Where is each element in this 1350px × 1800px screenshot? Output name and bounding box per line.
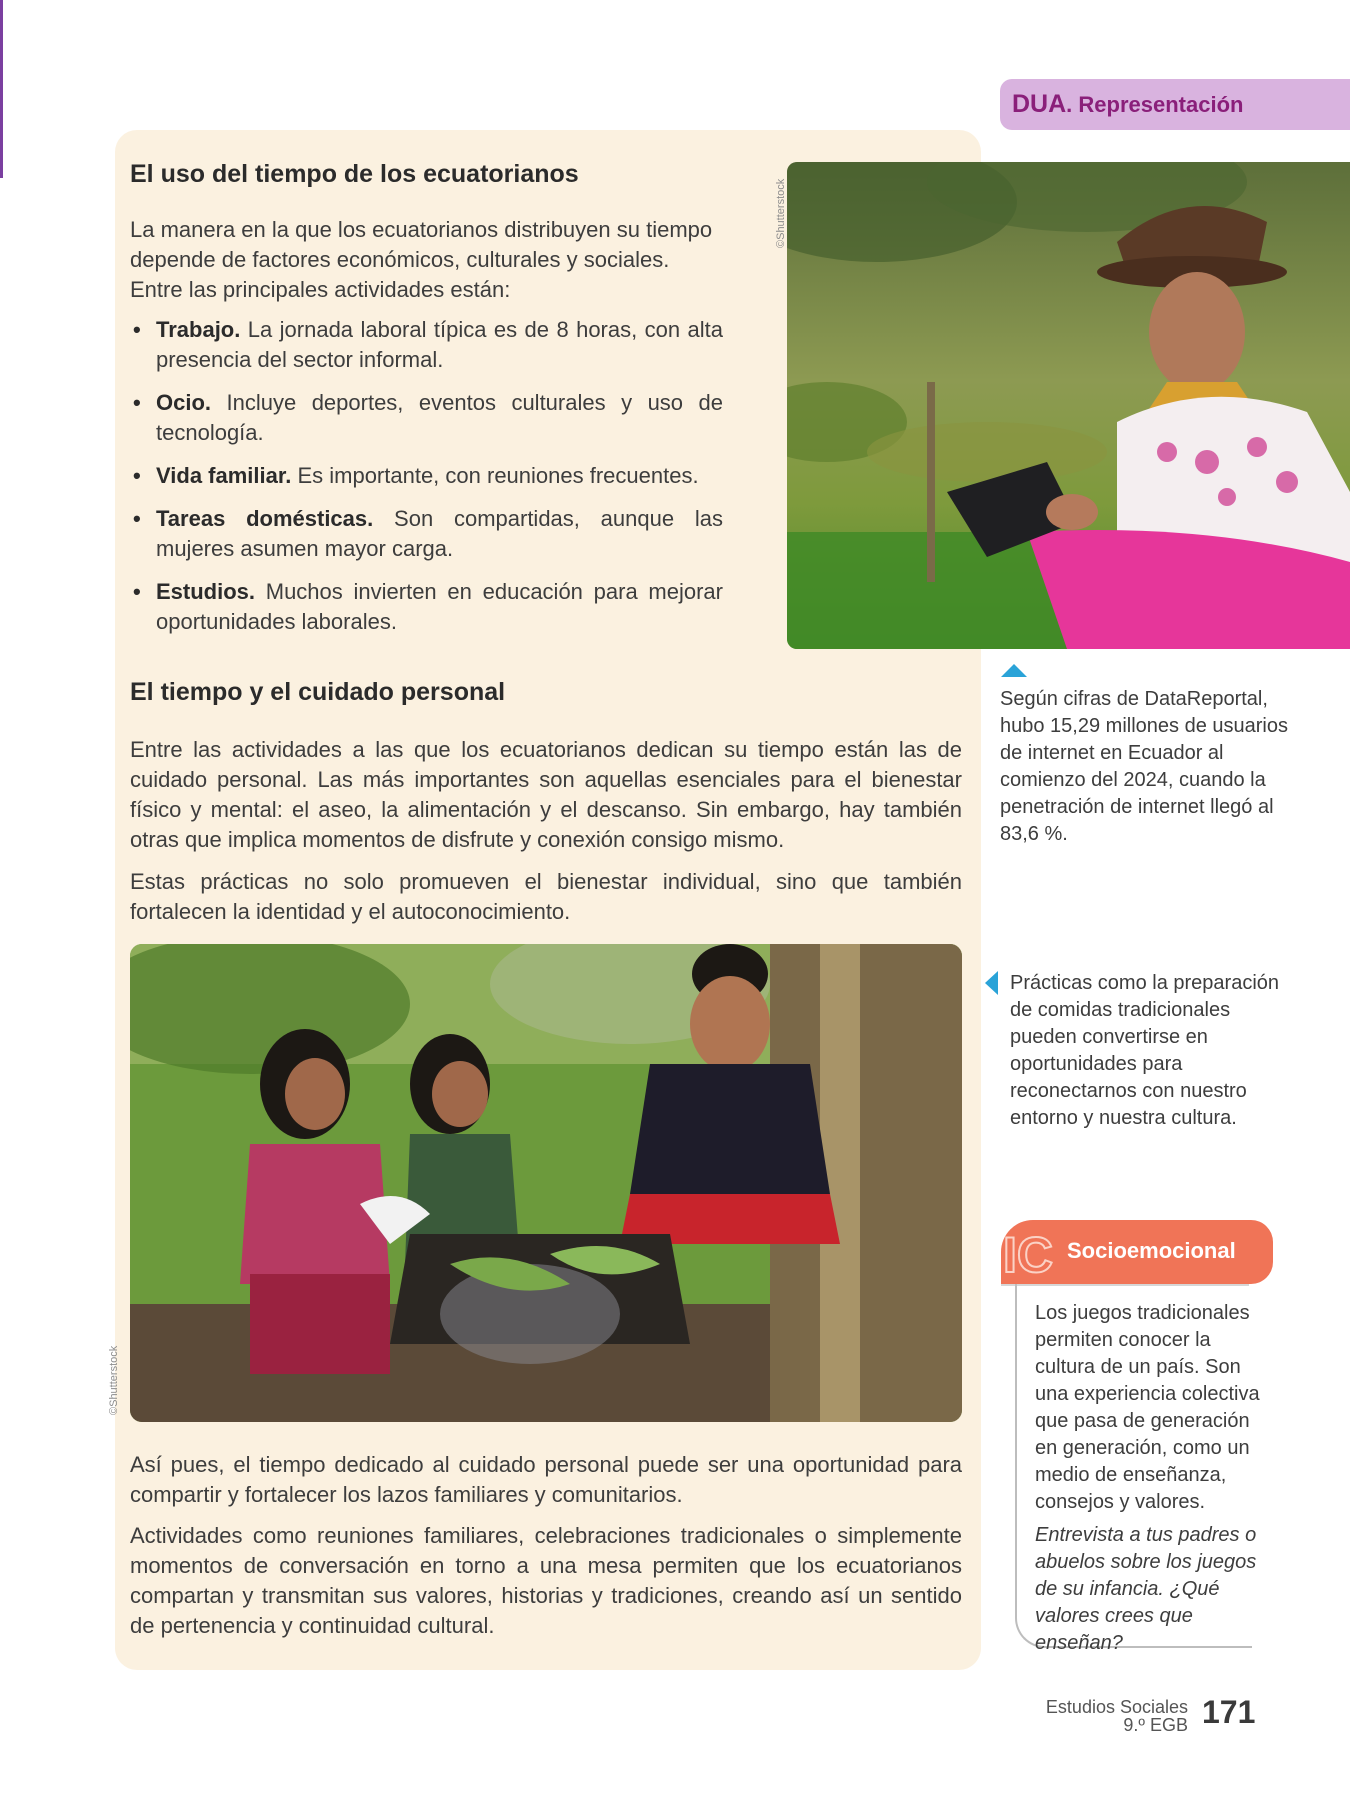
section1-intro: La manera en la que los ecuatorianos distribuyen su tiempo depende de factores económicos, culturales y sociales. Entre las principales actividades están: xyxy=(130,217,713,302)
bullet-text: Son compartidas, aunque las mujeres asumen mayor carga. xyxy=(156,506,723,561)
bullet-term: Trabajo. xyxy=(156,317,241,342)
left-margin-rule xyxy=(0,0,3,178)
bullet-term: Vida familiar. xyxy=(156,463,292,488)
bullet-text: Incluye deportes, eventos culturales y uso de tecnología. xyxy=(156,390,723,445)
dua-label-rest: . Representación xyxy=(1066,91,1244,117)
section2-paragraph-4: Actividades como reuniones familiares, celebraciones tradicionales o simplemente momentos de conversación en torno a una mesa permiten que los ecuatorianos compartan y transmitan sus valores, historias y tradiciones, creando así un sentido de pertenencia y continuidad cultural. xyxy=(130,1523,962,1638)
list-item xyxy=(130,504,723,564)
footer-subject xyxy=(1046,1698,1188,1734)
photo-cooking-family xyxy=(130,944,962,1422)
activities-list xyxy=(130,315,723,650)
caption-pointer-up-icon xyxy=(1001,664,1027,677)
socioemocional-text: Los juegos tradicionales permiten conocer la cultura de un país. Son una experiencia colectiva que pasa de generación en generación, como un medio de enseñanza, consejos y valores. xyxy=(1035,1302,1260,1513)
caption-pointer-left-icon xyxy=(985,971,998,995)
bullet-text: Es importante, con reuniones frecuentes. xyxy=(291,463,699,488)
section2-paragraph-1: Entre las actividades a las que los ecuatorianos dedican su tiempo están las de cuidado personal. Las más importantes son aquellas esenciales para el bienestar físico y mental: el aseo, la alimentación y el descanso. Sin embargo, hay también otras que implica momentos de disfrute y conexión consigo mismo. xyxy=(130,737,962,852)
list-item xyxy=(130,315,723,375)
page-number: 171 xyxy=(1202,1694,1256,1730)
socioemocional-body xyxy=(1035,1300,1265,1657)
list-item xyxy=(130,388,723,448)
bullet-text: La jornada laboral típica es de 8 horas, con alta presencia del sector informal. xyxy=(156,317,723,372)
list-item xyxy=(130,461,723,491)
socioemocional-ic-text: IC xyxy=(1003,1227,1053,1283)
section-title-cuidado-personal: El tiempo y el cuidado personal xyxy=(130,678,506,706)
bullet-text: Muchos invierten en educación para mejorar oportunidades laborales. xyxy=(156,579,723,634)
socioemocional-ic-icon xyxy=(1001,1220,1067,1284)
bullet-term: Tareas domésticas. xyxy=(156,506,374,531)
dua-label: DUA xyxy=(1012,90,1067,118)
bullet-term: Estudios. xyxy=(156,579,256,604)
caption-cooking-photo: Prácticas como la preparación de comidas tradicionales pueden convertirse en oportunidades para reconectarnos con nuestro entorno y nuestra cultura. xyxy=(1010,972,1280,1129)
section-title-uso-tiempo: El uso del tiempo de los ecuatorianos xyxy=(130,160,579,188)
photo-woman-tablet xyxy=(787,162,1350,649)
bullet-term: Ocio. xyxy=(156,390,212,415)
socioemocional-header xyxy=(1001,1220,1273,1284)
socioemocional-title: Socioemocional xyxy=(1067,1238,1236,1263)
list-item xyxy=(130,577,723,637)
socioemocional-prompt: Entrevista a tus padres o abuelos sobre los juegos de su infancia. ¿Qué valores crees que enseñan? xyxy=(1035,1524,1257,1654)
footer-subject-name: Estudios Sociales xyxy=(1045,1697,1188,1717)
footer-grade: 9.º EGB xyxy=(1123,1715,1188,1735)
photo-credit-top: ©Shutterstock xyxy=(775,178,787,248)
section2-paragraph-3: Así pues, el tiempo dedicado al cuidado personal puede ser una oportunidad para compartir y fortalecer los lazos familiares y comunitarios. xyxy=(130,1452,962,1507)
caption-tablet-photo: Según cifras de DataReportal, hubo 15,29 millones de usuarios de internet en Ecuador al comienzo del 2024, cuando la penetración de internet llegó al 83,6 %. xyxy=(1000,688,1288,845)
dua-representacion-tab xyxy=(1000,79,1350,130)
photo-credit-bottom: ©Shutterstock xyxy=(108,1345,120,1415)
section2-paragraph-2: Estas prácticas no solo promueven el bienestar individual, sino que también fortalecen la identidad y el autoconocimiento. xyxy=(130,869,962,924)
